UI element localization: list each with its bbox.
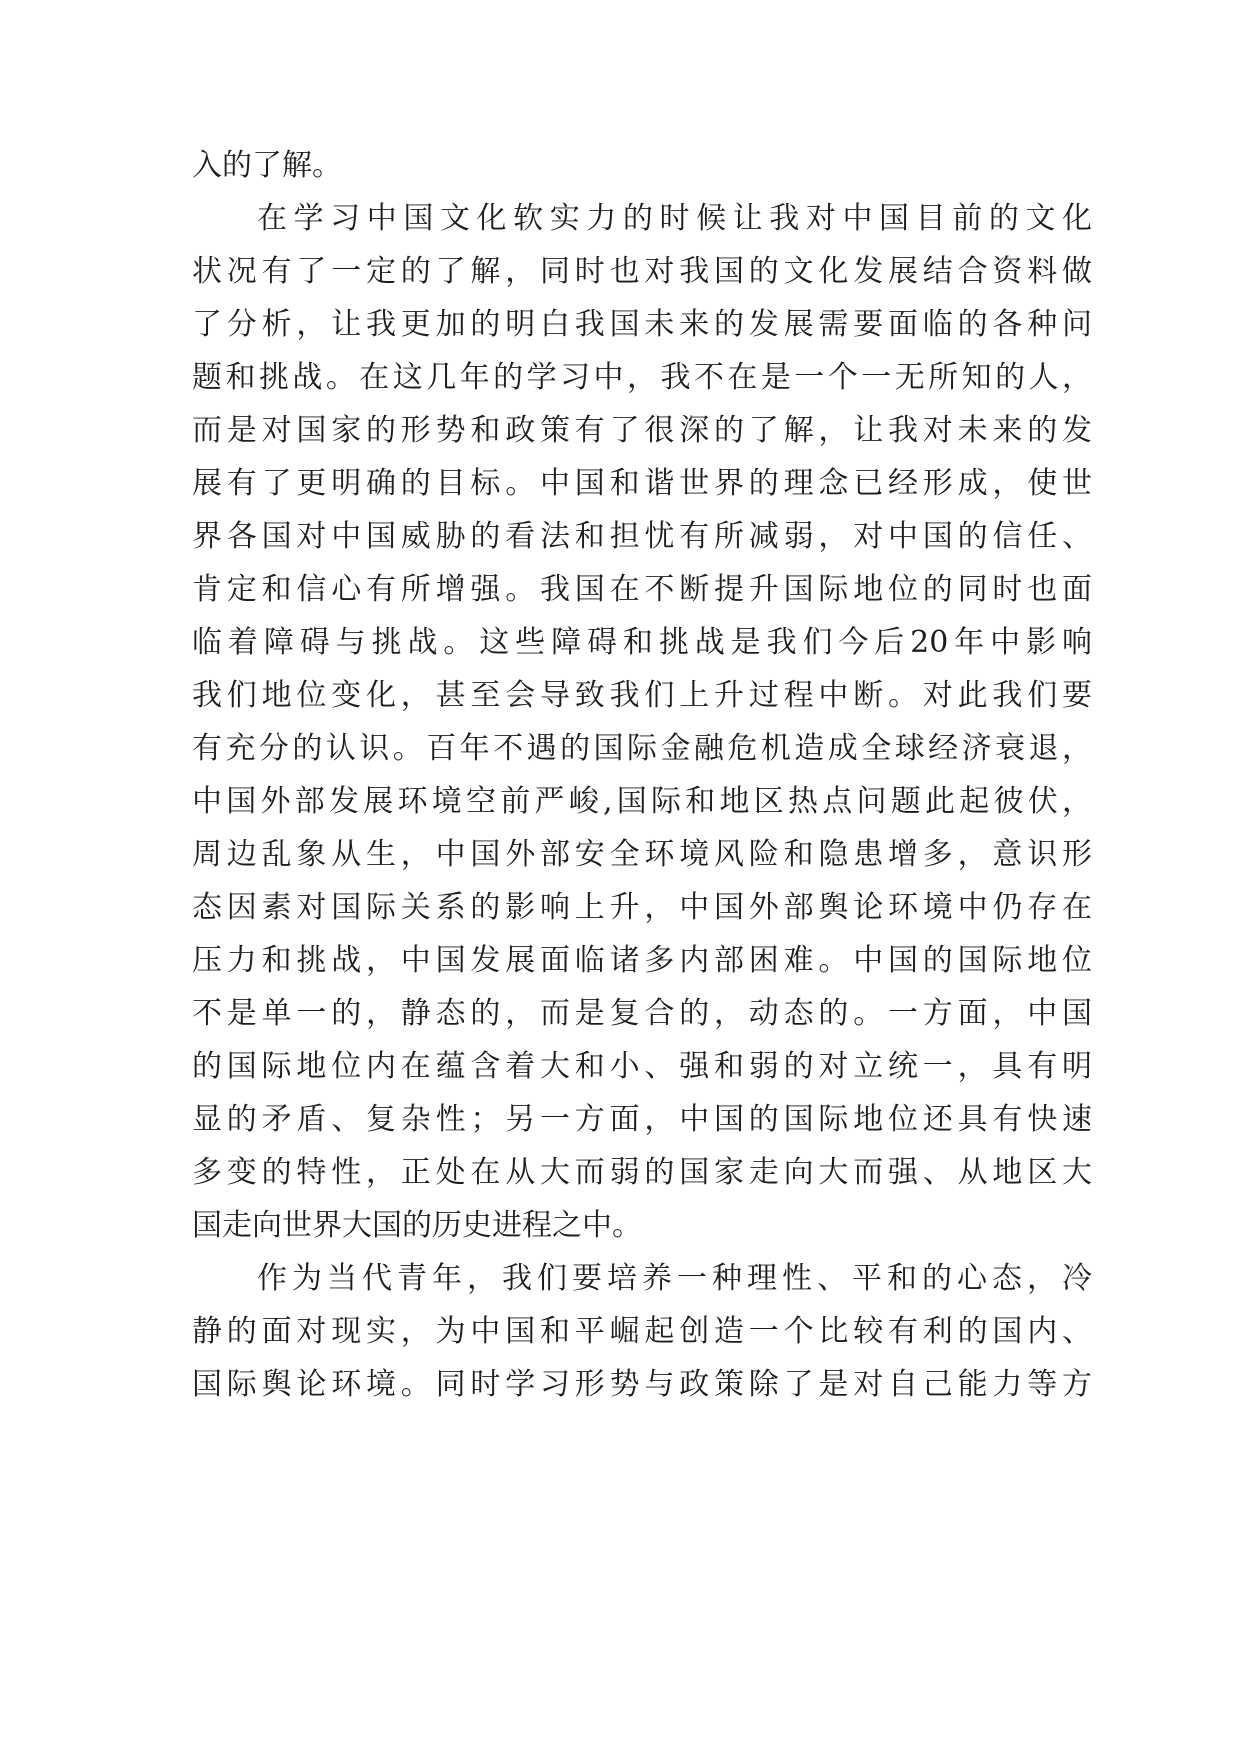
text-line: 国走向世界大国的历史进程之中。 <box>192 1208 642 1243</box>
text-line: 显的矛盾、复杂性；另一方面，中国的国际地位还具有快速 <box>192 1102 1092 1137</box>
text-line: 我们地位变化，甚至会导致我们上升过程中断。对此我们要 <box>192 678 1092 713</box>
text-line: 入的了解。 <box>192 148 342 183</box>
text-line: 题和挑战。在这几年的学习中，我不在是一个一无所知的人， <box>192 360 1092 395</box>
text-line: 国际舆论环境。同时学习形势与政策除了是对自己能力等方 <box>192 1367 1092 1402</box>
text-line: 了分析，让我更加的明白我国未来的发展需要面临的各种问 <box>192 307 1092 342</box>
paragraph-start-line: 在学习中国文化软实力的时候让我对中国目前的文化 <box>257 201 1092 236</box>
paragraph-start-line: 作为当代青年，我们要培养一种理性、平和的心态，冷 <box>257 1261 1092 1296</box>
text-line: 不是单一的，静态的，而是复合的，动态的。一方面，中国 <box>192 996 1092 1031</box>
text-line: 展有了更明确的目标。中国和谐世界的理念已经形成，使世 <box>192 466 1092 501</box>
text-line: 压力和挑战，中国发展面临诸多内部困难。中国的国际地位 <box>192 943 1092 978</box>
text-line: 周边乱象从生，中国外部安全环境风险和隐患增多，意识形 <box>192 837 1092 872</box>
text-line: 界各国对中国威胁的看法和担忧有所减弱，对中国的信任、 <box>192 519 1092 554</box>
text-line: 有充分的认识。百年不遇的国际金融危机造成全球经济衰退， <box>192 731 1092 766</box>
text-line: 中国外部发展环境空前严峻,国际和地区热点问题此起彼伏， <box>192 784 1092 819</box>
text-line: 肯定和信心有所增强。我国在不断提升国际地位的同时也面 <box>192 572 1092 607</box>
text-line: 多变的特性，正处在从大而弱的国家走向大而强、从地区大 <box>192 1155 1092 1190</box>
text-line: 而是对国家的形势和政策有了很深的了解，让我对未来的发 <box>192 413 1092 448</box>
text-line: 状况有了一定的了解，同时也对我国的文化发展结合资料做 <box>192 254 1092 289</box>
text-line: 静的面对现实，为中国和平崛起创造一个比较有利的国内、 <box>192 1314 1092 1349</box>
text-line: 态因素对国际关系的影响上升，中国外部舆论环境中仍存在 <box>192 890 1092 925</box>
text-line: 的国际地位内在蕴含着大和小、强和弱的对立统一，具有明 <box>192 1049 1092 1084</box>
text-line: 临着障碍与挑战。这些障碍和挑战是我们今后20年中影响 <box>192 625 1092 660</box>
